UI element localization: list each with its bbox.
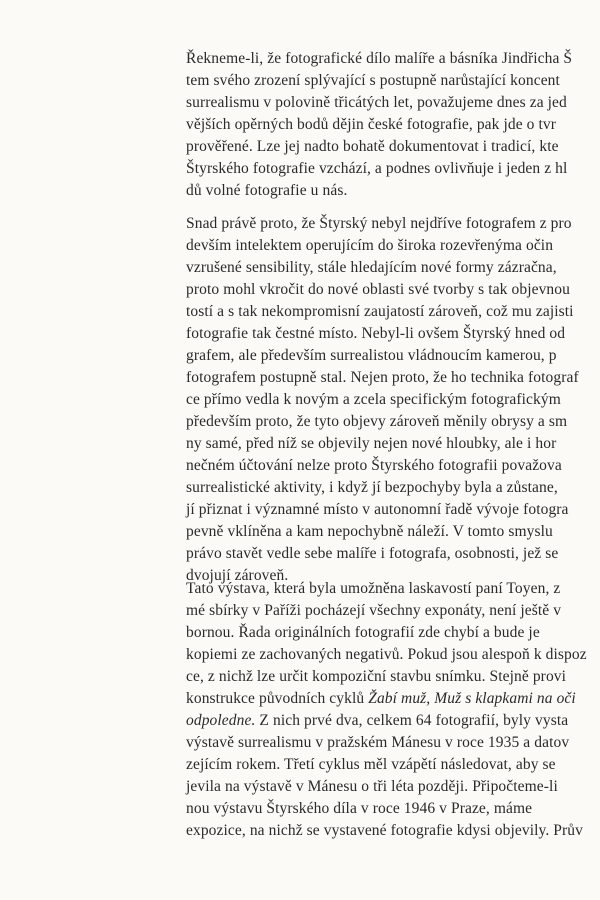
paragraph-1 xyxy=(186,48,600,202)
text-line: ce, z nichž lze určit kompoziční stavbu snímku. Stejně provi xyxy=(186,668,567,685)
text-line: Řekneme-li, že fotografické dílo malíře a básníka Jindřicha Š xyxy=(186,50,573,67)
text-line: fotografem postupně stal. Nejen proto, že ho technika fotograf xyxy=(186,369,579,386)
text-line: fotografie tak čestné místo. Nebyl-li ovšem Štyrský hned od xyxy=(186,325,566,342)
text-line: ce přímo vedla k novým a zcela specifickým fotografickým xyxy=(186,391,561,408)
text-line: Snad právě proto, že Štyrský nebyl nejdříve fotografem z pro xyxy=(186,215,572,232)
text-line: jevila na výstavě v Mánesu o tři léta později. Připočteme-li xyxy=(186,778,558,795)
text-line: surrealismu v polovině třicátých let, považujeme dnes za jed xyxy=(186,94,567,111)
text-line: jí přiznat i významné místo v autonomní řadě vývoje fotogra xyxy=(186,501,569,518)
text-line: konstrukce původních cyklů Žabí muž, Muž s klapkami na oči xyxy=(186,690,576,707)
text-line: výstavě surrealismu v pražském Mánesu v roce 1935 a datov xyxy=(186,734,570,751)
text-line: surrealistické aktivity, i když jí bezpochyby byla a zůstane, xyxy=(186,479,558,496)
text-line: vějších opěrných bodů dějin české fotografie, pak jde o tvr xyxy=(186,116,557,133)
text-line: kopiemi ze zachovaných negativů. Pokud jsou alespoň k dispoz xyxy=(186,646,587,663)
text-line: zejícím rokem. Třetí cyklus měl vzápětí následovat, aby se xyxy=(186,756,556,773)
text-line: bornou. Řada originálních fotografií zde chybí a bude je xyxy=(186,624,540,641)
text-line: Tato výstava, která byla umožněna laskavostí paní Toyen, z xyxy=(186,580,561,597)
paragraph-2 xyxy=(186,213,600,587)
text-line: nečném účtování nelze proto Štyrského fotografii považova xyxy=(186,457,562,474)
text-line: Štyrského fotografie vzchází, a podnes ovlivňuje i jeden z hl xyxy=(186,160,568,177)
text-line: expozice, na nichž se vystavené fotografie kdysi objevily. Prův xyxy=(186,822,583,839)
text-line: především proto, že tyto objevy zároveň měnily obrysy a sm xyxy=(186,413,568,430)
text-line: odpoledne. Z nich prvé dva, celkem 64 fotografií, byly vysta xyxy=(186,712,569,729)
text-line: devším intelektem operujícím do široka rozevřenýma očin xyxy=(186,237,554,254)
text-line: právo stavět vedle sebe malíře i fotografa, osobnosti, jež se xyxy=(186,545,559,562)
text-line: dvojují zároveň. xyxy=(186,567,289,584)
text-line: mé sbírky v Paříži pocházejí všechny exponáty, není ještě v xyxy=(186,602,562,619)
text-line: prověřené. Lze jej nadto bohatě dokumentovat i tradicí, kte xyxy=(186,138,559,155)
text-line: ny samé, před níž se objevily nejen nové hloubky, ale i hor xyxy=(186,435,557,452)
text-line: proto mohl vkročit do nové oblasti své tvorby s tak objevnou xyxy=(186,281,570,298)
text-line: dů volné fotografie u nás. xyxy=(186,182,348,199)
text-line: tem svého zrození splývající s postupně narůstající koncent xyxy=(186,72,560,89)
paragraph-3 xyxy=(186,578,600,842)
text-line: nou výstavu Štyrského díla v roce 1946 v Praze, máme xyxy=(186,800,533,817)
text-line: tostí a s tak nekompromisní zaujatostí zároveň, což mu zajisti xyxy=(186,303,574,320)
text-line: vzrušené sensibility, stále hledajícím nové formy zázračna, xyxy=(186,259,557,276)
text-line: pevně vklíněna a kam nepochybně náleží. V tomto smyslu xyxy=(186,523,553,540)
text-line: grafem, ale především surrealistou vládnoucím kamerou, p xyxy=(186,347,557,364)
